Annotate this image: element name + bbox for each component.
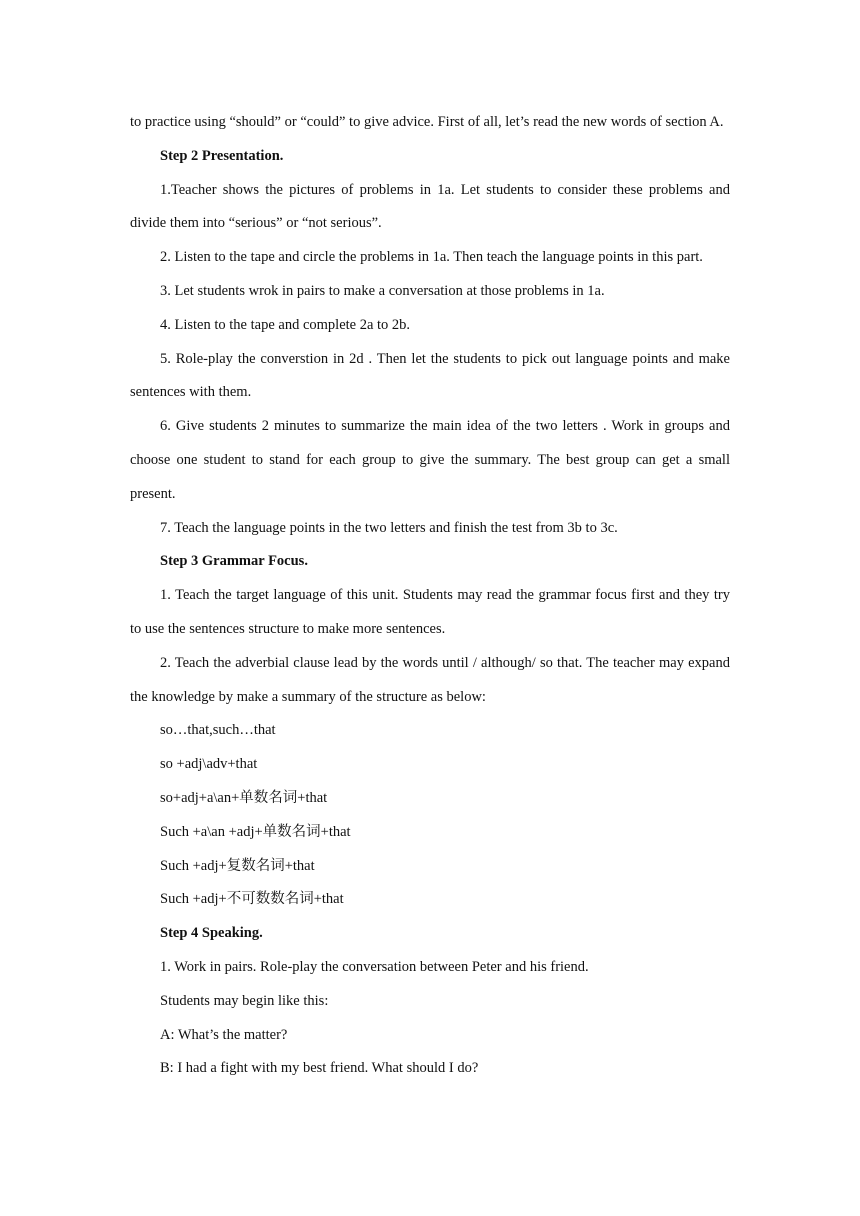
- structure-line: so…that,such…that: [160, 722, 276, 739]
- structure-line: Such +adj+复数名词+that: [160, 857, 315, 874]
- step-2-item-7: 7. Teach the language points in the two letters and finish the test from 3b to 3c.: [160, 519, 618, 536]
- step-2-item-4: 4. Listen to the tape and complete 2a to 2b.: [160, 316, 411, 333]
- step-2-heading: Step 2 Presentation.: [160, 147, 284, 164]
- step-2-item-6: 6. Give students 2 minutes to summarize the main idea of the two letters . Work in groups and choose one student to stand for each group to give the summary. The best group can get a small present.: [130, 418, 730, 502]
- document-body: [130, 106, 730, 1086]
- structure-line: Such +a\an +adj+单数名词+that: [160, 823, 351, 840]
- step-3-item-2: 2. Teach the adverbial clause lead by the words until / although/ so that. The teacher may expand the knowledge by make a summary of the structure as below:: [130, 654, 730, 705]
- step-4-item-1: 1. Work in pairs. Role-play the conversation between Peter and his friend.: [160, 958, 589, 975]
- step-2-item-1: 1.Teacher shows the pictures of problems in 1a. Let students to consider these problems and divide them into “serious” or “not serious”.: [130, 181, 730, 232]
- dialogue-intro: Students may begin like this:: [160, 992, 329, 1009]
- step-2-item-5: 5. Role-play the converstion in 2d . Then let the students to pick out language points and make sentences with them.: [130, 350, 730, 401]
- step-2-item-2: 2. Listen to the tape and circle the problems in 1a. Then teach the language points in this part.: [160, 249, 703, 266]
- structure-line: so +adj\adv+that: [160, 756, 258, 773]
- structure-line: so+adj+a\an+单数名词+that: [160, 789, 328, 806]
- step-4-heading: Step 4 Speaking.: [160, 925, 263, 942]
- paragraph-continuation: to practice using “should” or “could” to give advice. First of all, let’s read the new words of section A.: [130, 114, 724, 130]
- dialogue-line-b: B: I had a fight with my best friend. What should I do?: [160, 1060, 479, 1077]
- step-2-item-3: 3. Let students wrok in pairs to make a conversation at those problems in 1a.: [160, 282, 605, 299]
- dialogue-line-a: A: What’s the matter?: [160, 1026, 288, 1043]
- structure-line: Such +adj+不可数数名词+that: [160, 891, 344, 908]
- step-3-heading: Step 3 Grammar Focus.: [160, 553, 308, 570]
- step-3-item-1: 1. Teach the target language of this unit. Students may read the grammar focus first and they try to use the sentences structure to make more sentences.: [130, 587, 730, 637]
